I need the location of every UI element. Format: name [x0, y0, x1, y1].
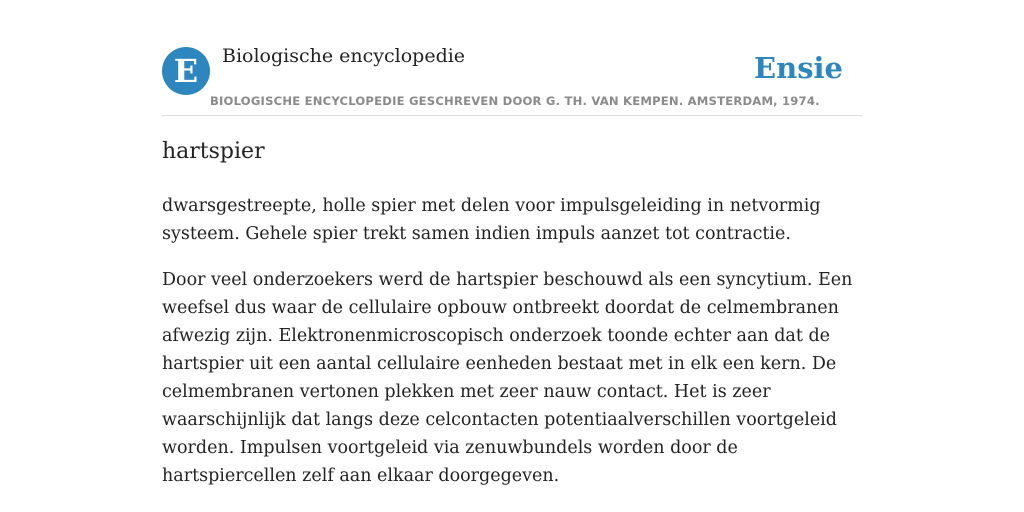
entry-headword: hartspier	[162, 139, 265, 164]
encyclopedia-subtitle: BIOLOGISCHE ENCYCLOPEDIE GESCHREVEN DOOR G. TH. VAN KEMPEN. AMSTERDAM, 1974.	[210, 94, 820, 108]
definition-paragraph: Door veel onderzoekers werd de hartspier beschouwd als een syncytium. Een weefsel dus waar de cellulaire opbouw ontbreekt doordat de celmembranen afwezig zijn. Elektronenmicroscopisch onderzoek toonde echter aan dat de hartspier uit een aantal cellulaire eenheden bestaat met in elk een kern. De celmembranen vertonen plekken met zeer nauw contact. Het is zeer waarschijnlijk dat langs deze celcontacten potentiaalverschillen voortgeleid worden. Impulsen voortgeleid via zenuwbundels worden door de hartspiercellen zelf aan elkaar doorgegeven.	[162, 270, 853, 486]
encyclopedia-logo-icon[interactable]: E	[162, 47, 210, 95]
header	[162, 0, 862, 116]
ensie-logo-link[interactable]: Ensie	[754, 51, 843, 85]
content-container	[162, 0, 862, 486]
encyclopedia-title-link[interactable]: Biologische encyclopedie	[222, 45, 466, 67]
definition-paragraph: dwarsgestreepte, holle spier met delen voor impulsgeleiding in netvormig systeem. Gehele spier trekt samen indien impuls aanzet tot contractie.	[162, 196, 821, 244]
entry-definition	[162, 192, 862, 508]
